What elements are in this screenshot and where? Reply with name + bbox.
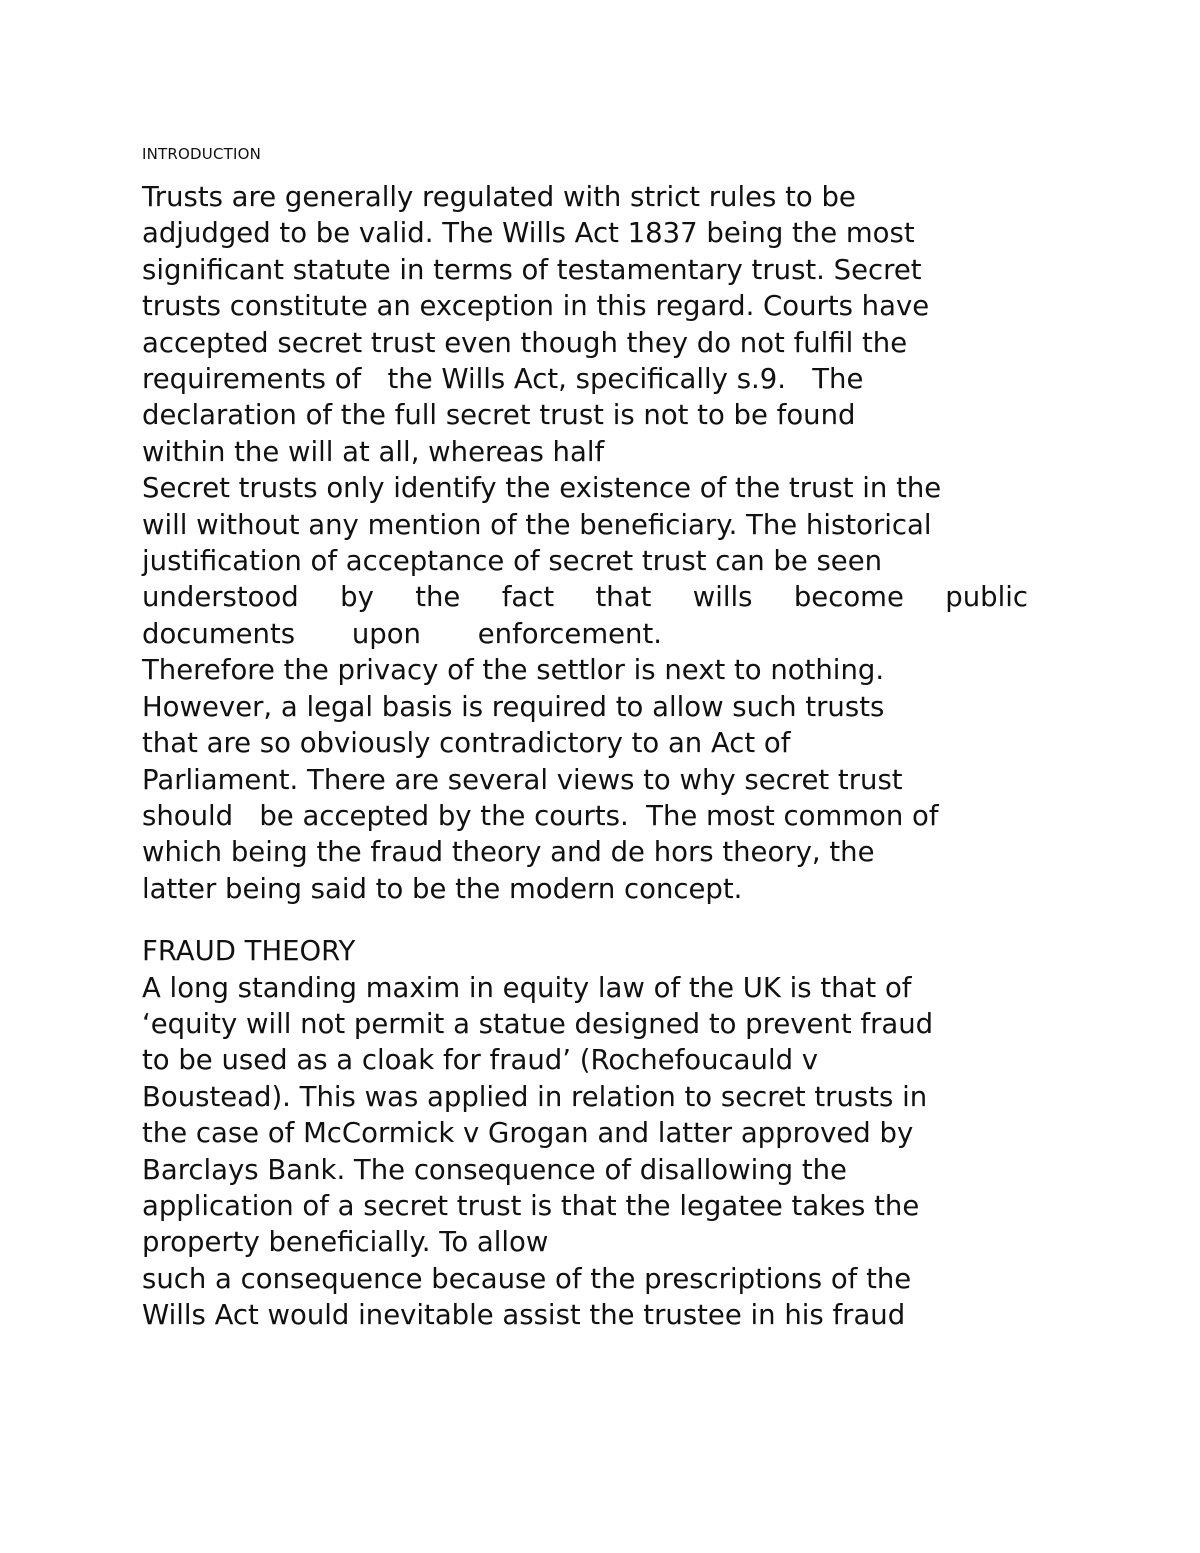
document-body bbox=[142, 143, 1062, 1334]
text-line: Therefore the privacy of the settlor is next to nothing. bbox=[142, 654, 885, 687]
text-line: property beneficially. To allow bbox=[142, 1226, 549, 1259]
fraud-theory-heading: FRAUD THEORY bbox=[142, 935, 356, 968]
text-line: to be used as a cloak for fraud’ (Rochefoucauld v bbox=[142, 1044, 819, 1077]
text-line: justification of acceptance of secret trust can be seen bbox=[142, 545, 883, 578]
text-line: Trusts are generally regulated with strict rules to be bbox=[142, 181, 856, 213]
text-line: should be accepted by the courts. The most common of bbox=[142, 799, 939, 832]
word: by bbox=[340, 581, 374, 614]
word: wills bbox=[692, 581, 753, 614]
text-line: Boustead). This was applied in relation to secret trusts in bbox=[142, 1080, 928, 1113]
text-line: which being the fraud theory and de hors theory, the bbox=[142, 836, 875, 869]
word: become bbox=[793, 581, 904, 614]
text-line: Wills Act would inevitable assist the trustee in his fraud bbox=[142, 1299, 906, 1332]
text-line: latter being said to be the modern concept. bbox=[142, 872, 743, 905]
word: understood bbox=[142, 581, 299, 614]
text-line: the case of McCormick v Grogan and latter approved by bbox=[142, 1117, 914, 1150]
word: the bbox=[415, 581, 461, 614]
text-line: Barclays Bank. The consequence of disallowing the bbox=[142, 1153, 847, 1186]
text-line: ‘equity will not permit a statue designed to prevent fraud bbox=[142, 1007, 934, 1040]
text-line: significant statute in terms of testamentary trust. Secret bbox=[142, 253, 922, 286]
justified-text-line bbox=[142, 616, 662, 652]
text-line: However, a legal basis is required to allow such trusts bbox=[142, 690, 885, 723]
text-line: Secret trusts only identify the existence of the trust in the bbox=[142, 472, 942, 505]
text-line: declaration of the full secret trust is not to be found bbox=[142, 399, 856, 432]
text-line: application of a secret trust is that the legatee takes the bbox=[142, 1189, 920, 1222]
word: public bbox=[945, 581, 1028, 614]
text-line: A long standing maxim in equity law of the UK is that of bbox=[142, 971, 912, 1004]
justified-text-line bbox=[142, 579, 1028, 615]
text-line: such a consequence because of the prescriptions of the bbox=[142, 1262, 912, 1295]
text-line: requirements of the Wills Act, specifically s.9. The bbox=[142, 363, 864, 396]
text-line: accepted secret trust even though they do not fulfil the bbox=[142, 326, 908, 359]
text-line: trusts constitute an exception in this regard. Courts have bbox=[142, 290, 930, 323]
word: fact bbox=[501, 581, 555, 614]
word: that bbox=[595, 581, 652, 614]
fraud-theory-section bbox=[142, 933, 1062, 1333]
paragraph-spacer bbox=[142, 907, 1062, 933]
introduction-heading: INTRODUCTION bbox=[142, 145, 262, 163]
word: enforcement. bbox=[477, 617, 662, 650]
text-line: that are so obviously contradictory to an Act of bbox=[142, 727, 791, 760]
intro-paragraph bbox=[142, 179, 1062, 907]
text-line: within the will at all, whereas half bbox=[142, 435, 605, 468]
text-line: will without any mention of the beneficiary. The historical bbox=[142, 508, 932, 541]
text-line: adjudged to be valid. The Wills Act 1837 being the most bbox=[142, 217, 915, 250]
text-line: Parliament. There are several views to why secret trust bbox=[142, 763, 903, 796]
word: upon bbox=[351, 617, 421, 650]
word: documents bbox=[142, 617, 296, 650]
